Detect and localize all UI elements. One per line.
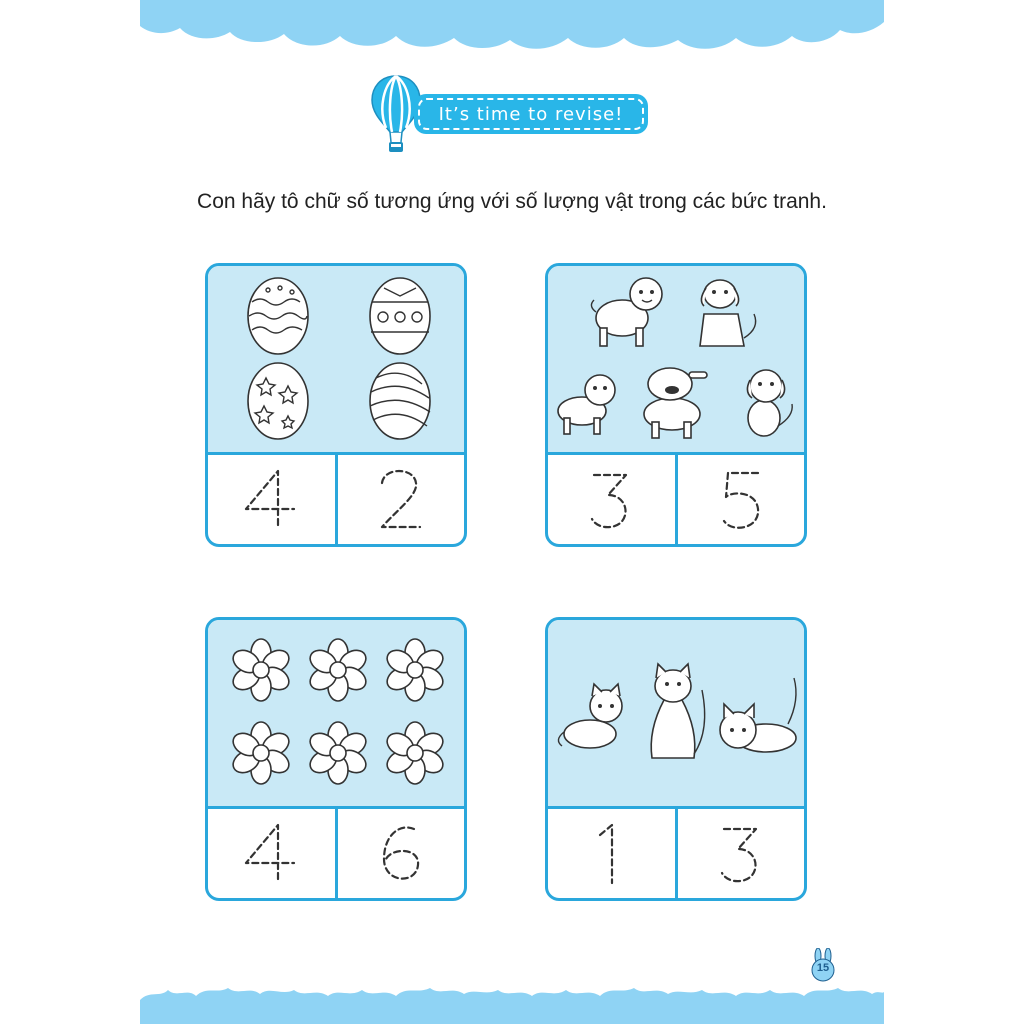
trace-number-cell[interactable] bbox=[335, 809, 465, 898]
egg-floral bbox=[370, 278, 430, 354]
trace-number-cell[interactable] bbox=[208, 809, 335, 898]
picture-dogs bbox=[548, 266, 804, 455]
instruction-text: Con hãy tô chữ số tương ứng với số lượng vật trong các bức tranh. bbox=[197, 190, 827, 213]
cat-sitting bbox=[651, 664, 704, 758]
trace-number-cell[interactable] bbox=[675, 809, 805, 898]
dog-fluffy bbox=[558, 375, 615, 434]
egg-stars bbox=[248, 363, 308, 439]
trace-number-cell[interactable] bbox=[208, 455, 335, 544]
page-number bbox=[808, 948, 838, 982]
page-number-text: 15 bbox=[816, 962, 830, 974]
banner-pill bbox=[414, 94, 648, 134]
banner-title: It’s time to revise! bbox=[438, 103, 624, 125]
cat-lying bbox=[558, 684, 622, 748]
worksheet-page bbox=[140, 0, 884, 1024]
egg-striped bbox=[370, 363, 430, 439]
picture-cats bbox=[548, 620, 804, 809]
picture-flowers bbox=[208, 620, 464, 809]
card-dogs bbox=[545, 263, 807, 547]
flower bbox=[383, 639, 447, 701]
grass-decoration bbox=[140, 980, 884, 1024]
cat-kitten bbox=[720, 678, 796, 752]
trace-number-cell[interactable] bbox=[548, 455, 675, 544]
trace-number-cell[interactable] bbox=[548, 809, 675, 898]
card-eggs bbox=[205, 263, 467, 547]
flower bbox=[383, 722, 447, 784]
dog-pug bbox=[591, 278, 662, 346]
flower bbox=[306, 639, 370, 701]
dog-sitting bbox=[700, 280, 756, 346]
trace-number-cell[interactable] bbox=[335, 455, 465, 544]
card-flowers bbox=[205, 617, 467, 901]
dog-puppy bbox=[747, 370, 792, 436]
picture-eggs bbox=[208, 266, 464, 455]
flower bbox=[229, 639, 293, 701]
card-cats bbox=[545, 617, 807, 901]
flower bbox=[306, 722, 370, 784]
cloud-decoration bbox=[140, 0, 884, 60]
trace-number-cell[interactable] bbox=[675, 455, 805, 544]
flower bbox=[229, 722, 293, 784]
section-banner bbox=[368, 72, 658, 156]
dog-bone bbox=[644, 368, 707, 438]
egg-wavy bbox=[248, 278, 308, 354]
